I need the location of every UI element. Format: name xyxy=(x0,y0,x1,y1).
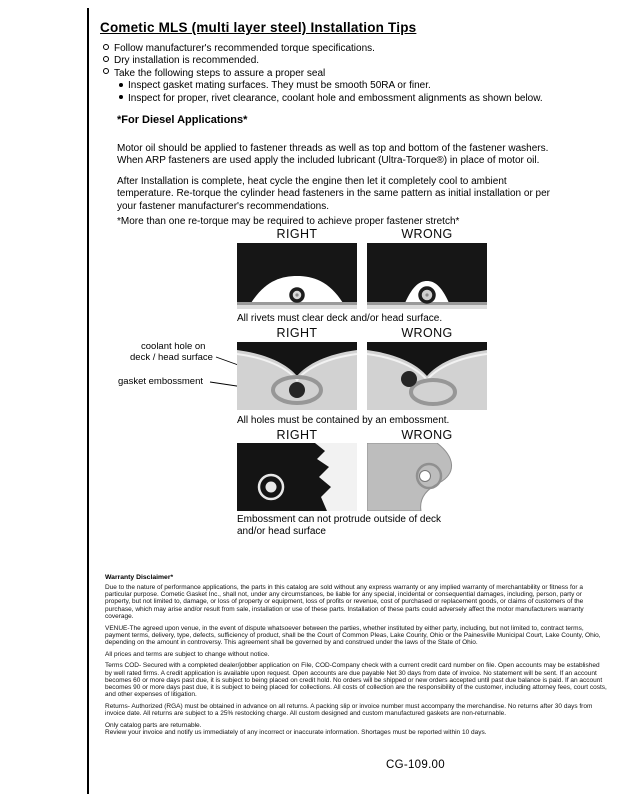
filled-bullet-icon xyxy=(119,95,123,99)
warranty-paragraph: Returns- Authorized (RGA) must be obtained in advance on all returns. A packing slip or invoice number must accompany the merchandise. No returns after 30 days from invoice date. All returns are subject to a 25% restocking charge. All custom designed and custom manufactured gaskets are non-returnable. xyxy=(105,702,593,718)
page-left-border xyxy=(87,8,89,794)
tip-text: Take the following steps to assure a proper seal xyxy=(114,67,326,79)
warranty-paragraph: Due to the nature of performance applications, the parts in this catalog are sold without any express warranty or any implied warranty of merchantability or fitness for a particular purpose. Cometic Gasket Inc., shall not, under any circumstances, be liable for any special, incidental or consequential damages, including, person, party or property, but not limited to, damage, or loss of property or equipment, loss of profits or revenue, cost of purchased or replacement goods, or claims of customers of the purchase, which may arise and/or result from sale, installation or use of these parts. Installation of these parts could adversely affect the motor manufacturers warranty coverage. xyxy=(105,584,584,620)
coolant-hole-annotation-line2: deck / head surface xyxy=(130,352,213,363)
tip-text: Inspect gasket mating surfaces. They must be smooth 50RA or finer. xyxy=(128,80,431,92)
tip-text: Dry installation is recommended. xyxy=(114,55,260,67)
coolant-hole-annotation-line1: coolant hole on xyxy=(141,341,206,352)
list-item xyxy=(103,43,608,55)
figure2-right-diagram xyxy=(237,342,357,410)
warranty-paragraph: Review your invoice and notify us immediately of any incorrect or inaccurate information. Shortages must be reported within 10 days. xyxy=(105,728,487,736)
diesel-paragraph-1: Motor oil should be applied to fastener threads as well as top and bottom of the fastener washers. When ARP fasteners are used apply the included lubricant (Ultra-Torque®) in place of motor oil. xyxy=(117,143,549,167)
hole-embossment-wrong-diagram xyxy=(367,342,487,410)
figure1-right-label: RIGHT xyxy=(276,227,318,241)
figure3-wrong-diagram xyxy=(367,443,487,511)
figure3-caption-line1: Embossment can not protrude outside of deck xyxy=(237,514,442,525)
figure2-right-label: RIGHT xyxy=(276,326,318,340)
open-bullet-icon xyxy=(103,68,109,74)
filled-bullet-icon xyxy=(119,83,123,87)
list-item xyxy=(103,93,608,105)
warranty-disclaimer-section xyxy=(105,574,608,741)
open-bullet-icon xyxy=(103,56,109,62)
warranty-paragraph: All prices and terms are subject to change without notice. xyxy=(105,650,270,658)
figure3-wrong-label: WRONG xyxy=(401,428,453,442)
hole-embossment-right-diagram xyxy=(237,342,357,410)
tip-text: Follow manufacturer's recommended torque specifications. xyxy=(114,43,375,54)
figure1-wrong-label: WRONG xyxy=(401,227,453,241)
figure1-wrong-diagram xyxy=(367,243,487,309)
warranty-paragraph: Terms COD- Secured with a completed dealer/jobber application on File, COD-Company check with a current credit card number on file. Open accounts may be established by well rated firms. A credit application is available upon request. Open accounts are due payable Net 30 days from date of invoice. No statement will be sent. If an account becomes 60 or more days past due, it is subject to being placed on credit hold. No orders will be shipped or new orders accepted until past due balance is paid. If an account becomes 90 or more days past due, it is subject to being placed for collections. All costs of collection are the responsibility of the customer, including attorney fees, court costs, and other expenses of litigation. xyxy=(105,662,607,699)
embossment-protrude-wrong-diagram xyxy=(367,443,487,511)
figure2-caption: All holes must be contained by an embossment. xyxy=(237,415,450,426)
list-item xyxy=(103,55,608,67)
figure2-wrong-diagram xyxy=(367,342,487,410)
tip-text: Inspect for proper, rivet clearance, coolant hole and embossment alignments as shown below. xyxy=(128,92,543,104)
installation-tips-list xyxy=(103,43,608,105)
figure3-right-diagram xyxy=(237,443,357,511)
page-title: Cometic MLS (multi layer steel) Installation Tips xyxy=(100,20,417,35)
warranty-paragraph: VENUE-The agreed upon venue, in the event of dispute whatsoever between the parties, whether instituted by either party, including, but not limited to, contract terms, payment terms, delivery, type, defects, sufficiency of product, shall be the Court of Common Pleas, Lake County, Ohio or the Painesville Municipal Court, Lake County, Ohio, depending on the amount in controversy. This agreement shall be governed by and construed under the laws of the State of Ohio. xyxy=(105,624,601,646)
warranty-heading: Warranty Disclaimer* xyxy=(105,574,174,581)
open-bullet-icon xyxy=(103,44,109,50)
retorque-note: *More than one re-torque may be required to achieve proper fastener stretch* xyxy=(117,216,460,227)
diesel-paragraph-2: After Installation is complete, heat cycle the engine then let it completely cool to ambient temperature. Re-torque the cylinder head fasteners in the same pattern as initial installation or per your fastener manufacturer's recommendations. xyxy=(117,176,551,212)
list-item xyxy=(103,68,608,80)
figure3-caption-line2: and/or head surface xyxy=(237,526,326,538)
diesel-applications-heading: *For Diesel Applications* xyxy=(117,114,248,126)
list-item xyxy=(103,80,608,92)
figure3-caption xyxy=(237,514,497,539)
figure2-wrong-label: WRONG xyxy=(401,326,453,340)
rivet-clear-right-diagram xyxy=(237,243,357,309)
rivet-clear-wrong-diagram xyxy=(367,243,487,309)
figure1-right-diagram xyxy=(237,243,357,309)
gasket-embossment-annotation: gasket embossment xyxy=(118,376,204,387)
figure3-right-label: RIGHT xyxy=(276,428,318,442)
figure1-caption: All rivets must clear deck and/or head surface. xyxy=(237,313,443,324)
page-number-code: CG-109.00 xyxy=(386,759,445,771)
embossment-protrude-right-diagram xyxy=(237,443,357,511)
warranty-paragraph: Only catalog parts are returnable. xyxy=(105,721,202,729)
